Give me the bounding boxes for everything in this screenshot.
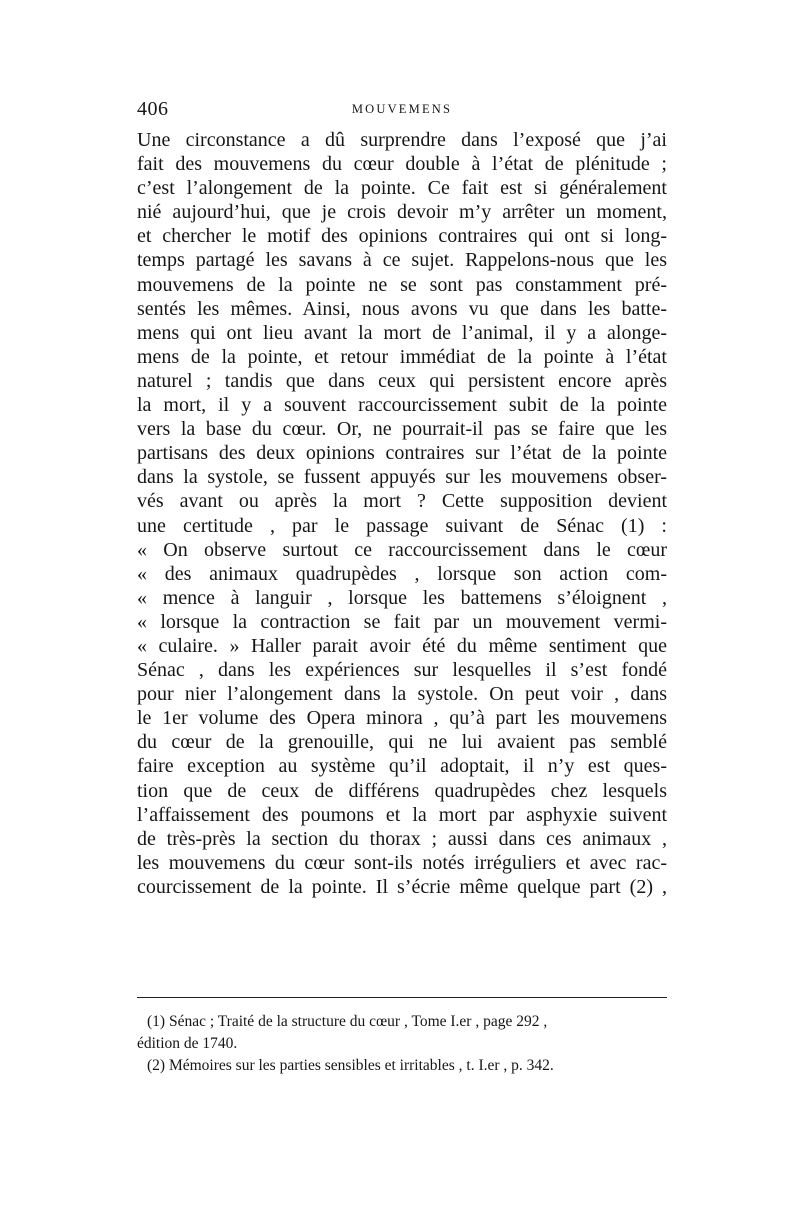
running-head: MOUVEMENS: [351, 102, 453, 116]
text-line: dans la systole, se fussent appuyés sur les mouvemens obser-: [137, 466, 667, 489]
text-line: c’est l’alongement de la pointe. Ce fait est si généralement: [137, 177, 667, 200]
text-line: mens qui ont lieu avant la mort de l’animal, il y a alonge-: [137, 321, 667, 344]
text-line: mens de la pointe, et retour immédiat de la pointe à l’état: [137, 345, 667, 368]
text-line: « culaire. » Haller parait avoir été du même sentiment que: [137, 634, 667, 657]
footnote-rule: [137, 997, 667, 998]
text-line: tion que de ceux de différens quadrupèdes chez lesquels: [137, 779, 667, 802]
body-text: [137, 128, 667, 899]
text-line: et chercher le motif des opinions contraires qui ont si long-: [137, 225, 667, 248]
footnote-1-line-2: édition de 1740.: [137, 1035, 238, 1052]
footnote-2: [137, 1055, 667, 1077]
text-line: une certitude , par le passage suivant de Sénac (1) :: [137, 514, 667, 537]
text-line: du cœur de la grenouille, qui ne lui avaient pas semblé: [137, 731, 667, 754]
text-line: naturel ; tandis que dans ceux qui persistent encore après: [137, 369, 667, 392]
text-line: courcissement de la pointe. Il s’écrie même quelque part (2) ,: [137, 875, 667, 898]
footnotes: [137, 1011, 667, 1077]
text-line: l’affaissement des poumons et la mort par asphyxie suivent: [137, 803, 667, 826]
footnote-2-line-1: (2) Mémoires sur les parties sensibles et irritables , t. I.er , p. 342.: [147, 1057, 554, 1074]
page-number: 406: [137, 98, 169, 120]
text-line: de très-près la section du thorax ; aussi dans ces animaux ,: [137, 827, 667, 850]
text-line: nié aujourd’hui, que je crois devoir m’y arrêter un moment,: [137, 201, 667, 224]
text-line: « lorsque la contraction se fait par un mouvement vermi-: [137, 610, 667, 633]
text-line: vés avant ou après la mort ? Cette supposition devient: [137, 490, 667, 513]
text-line: temps partagé les savans à ce sujet. Rappelons-nous que les: [137, 249, 667, 272]
text-line: pour nier l’alongement dans la systole. On peut voir , dans: [137, 683, 667, 706]
text-line: « On observe surtout ce raccourcissement dans le cœur: [137, 538, 667, 561]
text-line: le 1er volume des Opera minora , qu’à part les mouvemens: [137, 707, 667, 730]
text-line: Une circonstance a dû surprendre dans l’exposé que j’ai: [137, 129, 667, 151]
text-line: mouvemens de la pointe ne se sont pas constamment pré-: [137, 273, 667, 296]
text-line: faire exception au système qu’il adoptait, il n’y est ques-: [137, 755, 667, 778]
footnote-1-line-1: (1) Sénac ; Traité de la structure du cœur , Tome I.er , page 292 ,: [147, 1013, 548, 1030]
text-line: vers la base du cœur. Or, ne pourrait-il pas se faire que les: [137, 418, 667, 441]
text-line: partisans des deux opinions contraires sur l’état de la pointe: [137, 442, 667, 465]
page-header: [137, 98, 667, 124]
text-line: la mort, il y a souvent raccourcissement subit de la pointe: [137, 394, 667, 417]
text-line: Sénac , dans les expériences sur lesquelles il s’est fondé: [137, 659, 667, 682]
text-line: sentés les mêmes. Ainsi, nous avons vu que dans les batte-: [137, 297, 667, 320]
text-line: les mouvemens du cœur sont-ils notés irréguliers et avec rac-: [137, 851, 667, 874]
text-line: « des animaux quadrupèdes , lorsque son action com-: [137, 562, 667, 585]
text-line: fait des mouvemens du cœur double à l’état de plénitude ;: [137, 153, 667, 176]
text-line: « mence à languir , lorsque les battemens s’éloignent ,: [137, 586, 667, 609]
footnote-1: [137, 1011, 667, 1055]
